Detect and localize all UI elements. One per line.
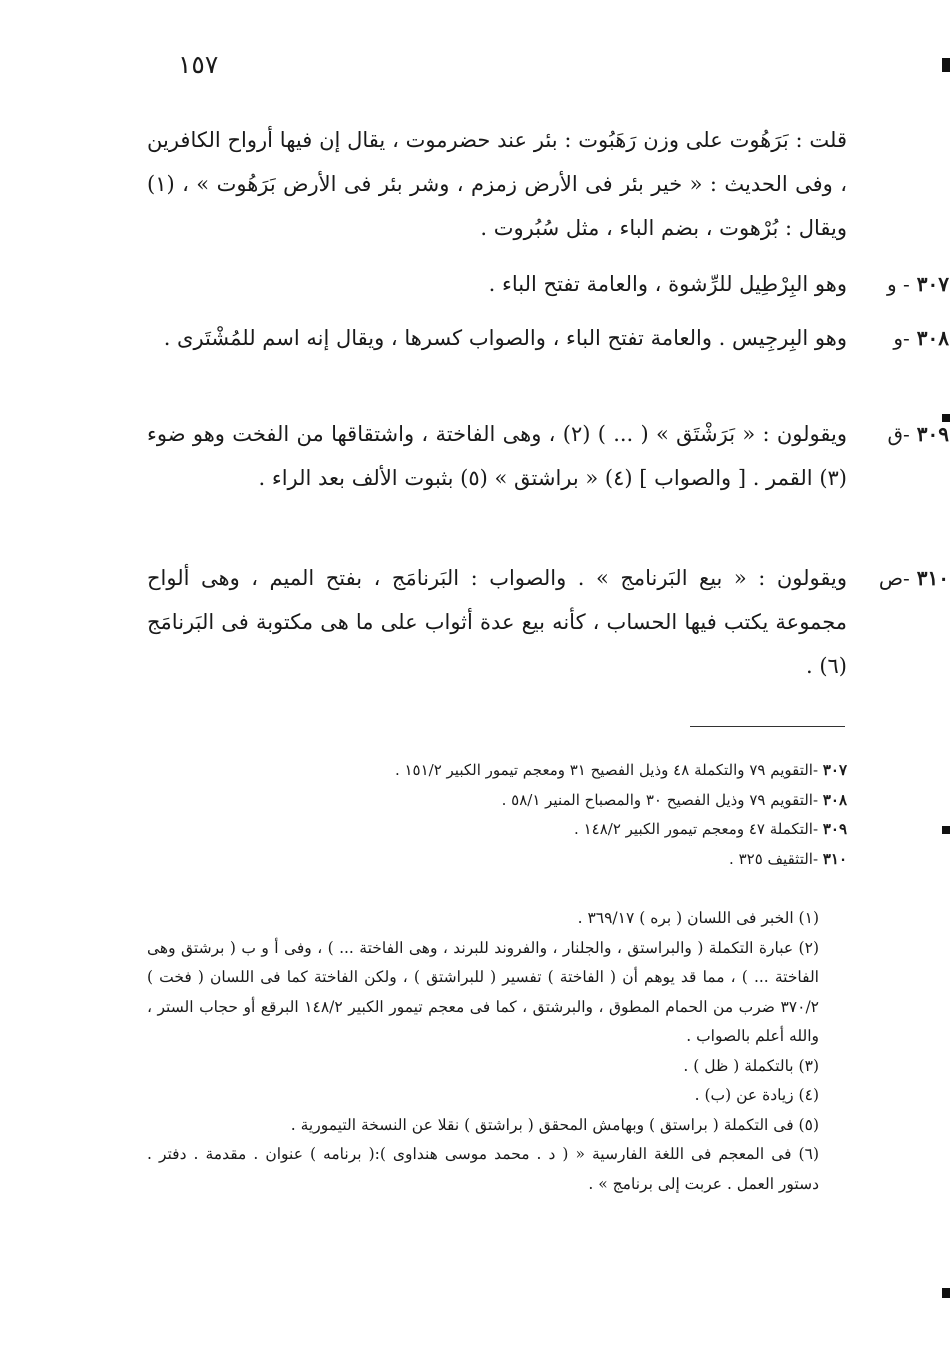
sources-list <box>167 756 847 874</box>
scan-edge-mark <box>942 826 950 834</box>
entry-number: ٣٠٩ -ق <box>887 422 949 446</box>
footnote: (٢) عبارة التكملة ( والبراستق ، والجلنار ، والفروند للبرند ، وهى الفاختة ... ) ، وفى أ و ب ( برشتق وهى الفاختة ... ) ، مما قد يوهم أن ( الفاختة ) تفسير ( للبراشتق ) ، ولكن الفاختة كما فى اللسان ( فخت ) ٣٧٠/٢ ضرب من الحمام المطوق ، والبرشتق ، كما فى معجم تيمور الكبير ١٤٨/٢ البرقع أو حجاب الستر ، والله أعلم بالصواب . <box>147 938 819 1045</box>
entry-number: ٣٠٨ -و <box>893 326 949 350</box>
scan-edge-mark <box>942 1288 950 1298</box>
footnotes <box>147 904 847 1199</box>
page-number: ١٥٧ <box>178 50 219 79</box>
intro-text: قلت : بَرَهُوت على وزن رَهَبُوت : بئر عند حضرموت ، يقال إن فيها أرواح الكافرين ، وفى الحديث : « خير بئر فى الأرض زمزم ، وشر بئر فى الأرض بَرَهُوت » ، (١) ويقال : بُرْهوت ، بضم الباء ، مثل سُبُروت . <box>147 128 847 240</box>
entry-310 <box>147 556 949 688</box>
source-line: ٣٠٧ -التقويم ٧٩ والتكملة ٤٨ وذيل الفصيح ٣١ ومعجم تيمور الكبير ١٥١/٢ . <box>394 761 847 779</box>
scan-edge-mark <box>942 58 950 72</box>
footnote: (٥) فى التكملة ( براستق ) وبهامش المحقق ( براشتق ) نقلا عن النسخة التيمورية . <box>290 1115 819 1134</box>
footnote-divider <box>690 726 845 727</box>
entry-309 <box>147 412 949 500</box>
footnote: (٣) بالتكملة ( ظل ) . <box>683 1056 819 1075</box>
footnote: (١) الخبر فى اللسان ( بره ) ٣٦٩/١٧ . <box>577 909 819 927</box>
entry-text: وهو البِرْطِيل للرِّشوة ، والعامة تفتح الباء . <box>488 272 847 296</box>
footnote: (٤) زيادة عن (ب) . <box>694 1086 819 1104</box>
entry-text: ويقولون : « بيع البَرنامج » . والصواب : البَرنامَج ، بفتح الميم ، وهى ألواح مجموعة يكتب فيها الحساب ، كأنه بيع عدة أثواب على ما هى مكتوبة فى البَرنامَج (٦) . <box>147 566 847 678</box>
entry-number: ٣١٠ -ص <box>878 566 949 590</box>
entry-number: ٣٠٧ - و <box>887 272 949 296</box>
source-line: ٣٠٩ -التكملة ٤٧ ومعجم تيمور الكبير ١٤٨/٢ . <box>574 820 847 838</box>
source-line: ٣١٠ -التثقيف ٣٢٥ . <box>729 849 847 868</box>
scan-edge-mark <box>942 414 950 422</box>
entry-text: ويقولون : « بَرَشْتَق » ( ... ) (٢) ، وهى الفاختة ، واشتقاقها من الفخت وهو ضوء (٣) القمر . [ والصواب ] (٤) « براشتق » (٥) بثبوت الألف بعد الراء . <box>147 422 847 490</box>
source-line: ٣٠٨ -التقويم ٧٩ وذيل الفصيح ٣٠ والمصباح المنير ٥٨/١ . <box>501 790 847 809</box>
footnote: (٦) فى المعجم فى اللغة الفارسية « ( د . محمد موسى هنداوى ):( برنامه ) عنوان . مقدمة . دفتر . دستور العمل . عربت إلى برنامج » . <box>147 1145 819 1193</box>
intro-paragraph <box>147 118 847 250</box>
entry-text: وهو البِرجِيس . والعامة تفتح الباء ، والصواب كسرها ، ويقال إنه اسم للمُشْتَرى . <box>163 326 847 350</box>
entry-308 <box>147 316 949 360</box>
entry-307 <box>147 262 949 306</box>
